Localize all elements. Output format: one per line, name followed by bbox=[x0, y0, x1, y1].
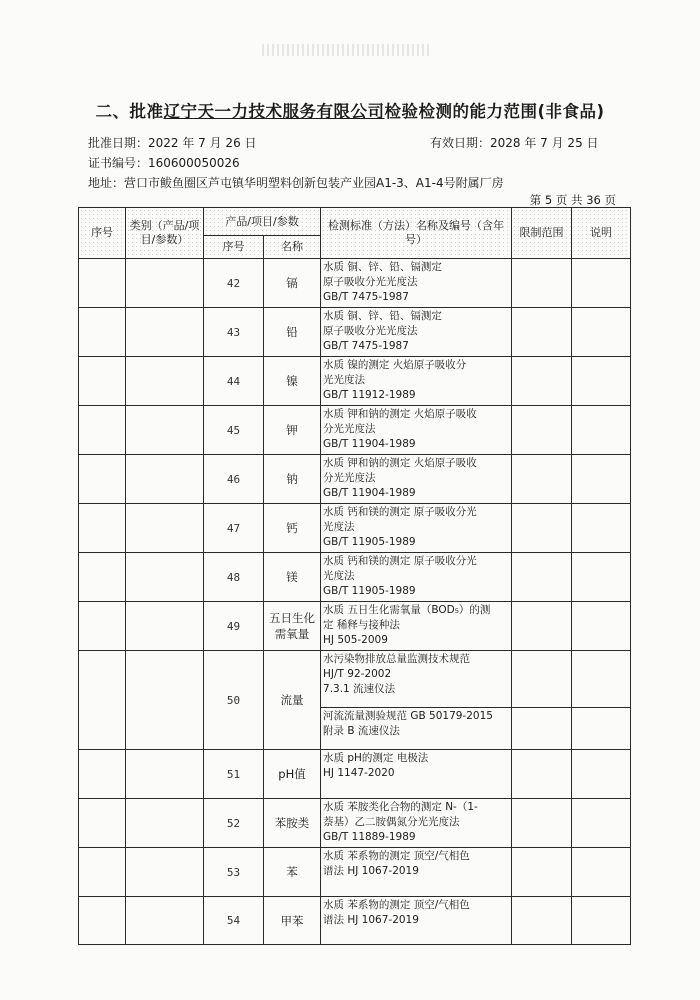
item-name-line: 苯 bbox=[286, 865, 298, 879]
address: 地址：营口市鲅鱼圈区芦屯镇华明塑料创新包装产业园A1-3、A1-4号附属厂房 bbox=[88, 176, 504, 190]
item-name bbox=[264, 504, 321, 553]
valid-date: 有效日期：2028 年 7 月 25 日 bbox=[430, 136, 599, 150]
seq-cell bbox=[79, 406, 126, 455]
note-cell bbox=[572, 848, 631, 897]
note-cell bbox=[572, 708, 631, 750]
standard-line: 光光度法 bbox=[323, 374, 366, 386]
table-row bbox=[79, 357, 631, 406]
title-org: 辽宁天一力技术服务有限公司 bbox=[163, 102, 385, 121]
category-cell bbox=[126, 602, 204, 651]
header-category: 类别（产品/项目/参数） bbox=[126, 208, 204, 259]
limit-cell bbox=[512, 651, 572, 708]
limit-cell bbox=[512, 553, 572, 602]
limit-cell bbox=[512, 708, 572, 750]
table-row bbox=[79, 504, 631, 553]
seq-cell bbox=[79, 602, 126, 651]
item-no: 43 bbox=[204, 308, 264, 357]
standard-line: GB/T 11912-1989 bbox=[323, 389, 416, 401]
limit-cell bbox=[512, 799, 572, 848]
standard-line: 谱法 HJ 1067-2019 bbox=[323, 914, 419, 926]
item-name bbox=[264, 308, 321, 357]
cert-number: 证书编号：160600050026 bbox=[88, 156, 240, 170]
standard-line: 水质 钾和钠的测定 火焰原子吸收 bbox=[323, 457, 477, 469]
standard-line: GB/T 11904-1989 bbox=[323, 438, 416, 450]
standard-line: GB/T 11905-1989 bbox=[323, 536, 416, 548]
standard-line: 分光光度法 bbox=[323, 423, 376, 435]
note-cell bbox=[572, 455, 631, 504]
item-name bbox=[264, 750, 321, 799]
seq-cell bbox=[79, 553, 126, 602]
note-cell bbox=[572, 799, 631, 848]
standard-cell bbox=[321, 308, 512, 357]
item-name-line: 苯胺类 bbox=[274, 816, 310, 830]
standard-line: HJ 1147-2020 bbox=[323, 767, 395, 779]
header-sub-name: 名称 bbox=[264, 236, 321, 259]
item-name-line: 镉 bbox=[286, 276, 298, 290]
page-number: 第 5 页 共 36 页 bbox=[529, 193, 616, 207]
note-cell bbox=[572, 897, 631, 945]
item-no: 45 bbox=[204, 406, 264, 455]
category-cell bbox=[126, 308, 204, 357]
table-row bbox=[79, 651, 631, 708]
capability-table bbox=[78, 207, 631, 945]
note-cell bbox=[572, 553, 631, 602]
category-cell bbox=[126, 651, 204, 750]
page-title bbox=[0, 98, 700, 122]
note-cell bbox=[572, 308, 631, 357]
item-no: 52 bbox=[204, 799, 264, 848]
table-row bbox=[79, 259, 631, 308]
standard-cell bbox=[321, 602, 512, 651]
seq-cell bbox=[79, 357, 126, 406]
note-cell bbox=[572, 504, 631, 553]
limit-cell bbox=[512, 750, 572, 799]
standard-cell bbox=[321, 799, 512, 848]
item-name-line: 五日生化 bbox=[269, 611, 315, 625]
standard-cell bbox=[321, 357, 512, 406]
category-cell bbox=[126, 504, 204, 553]
limit-cell bbox=[512, 259, 572, 308]
standard-cell bbox=[321, 848, 512, 897]
seq-cell bbox=[79, 848, 126, 897]
note-cell bbox=[572, 750, 631, 799]
standard-line: 水质 苯系物的测定 顶空/气相色 bbox=[323, 899, 470, 911]
limit-cell bbox=[512, 308, 572, 357]
item-name bbox=[264, 602, 321, 651]
item-no: 42 bbox=[204, 259, 264, 308]
standard-line: 水质 钾和钠的测定 火焰原子吸收 bbox=[323, 408, 477, 420]
standard-line: 河流流量测验规范 GB 50179-2015 bbox=[323, 710, 493, 722]
header-note: 说明 bbox=[572, 208, 631, 259]
item-name-line: 镍 bbox=[286, 374, 298, 388]
standard-line: 水质 钙和镁的测定 原子吸收分光 bbox=[323, 555, 477, 567]
note-cell bbox=[572, 357, 631, 406]
standard-line: GB/T 7475-1987 bbox=[323, 291, 409, 303]
standard-line: 定 稀释与接种法 bbox=[323, 619, 400, 631]
item-name bbox=[264, 455, 321, 504]
table-row bbox=[79, 602, 631, 651]
standard-line: 水质 镍的测定 火焰原子吸收分 bbox=[323, 359, 467, 371]
standard-line: 水质 pH的测定 电极法 bbox=[323, 752, 429, 764]
item-name-line: 钠 bbox=[286, 472, 298, 486]
standard-line: 水质 苯系物的测定 顶空/气相色 bbox=[323, 850, 470, 862]
scan-speckle bbox=[262, 44, 432, 56]
standard-line: 光度法 bbox=[323, 521, 355, 533]
standard-cell bbox=[321, 406, 512, 455]
category-cell bbox=[126, 553, 204, 602]
standard-cell bbox=[321, 750, 512, 799]
table-row bbox=[79, 308, 631, 357]
standard-cell bbox=[321, 455, 512, 504]
approval-date: 批准日期：2022 年 7 月 26 日 bbox=[88, 136, 257, 150]
category-cell bbox=[126, 259, 204, 308]
header-seq: 序号 bbox=[79, 208, 126, 259]
limit-cell bbox=[512, 848, 572, 897]
standard-line: GB/T 11905-1989 bbox=[323, 585, 416, 597]
title-prefix: 二、批准 bbox=[95, 102, 164, 121]
standard-line: 水质 苯胺类化合物的测定 N-（1- bbox=[323, 801, 478, 813]
standard-line: 水质 五日生化需氧量（BOD₅）的测 bbox=[323, 604, 491, 616]
header-product: 产品/项目/参数 bbox=[204, 208, 321, 236]
standard-line: GB/T 11904-1989 bbox=[323, 487, 416, 499]
standard-cell bbox=[321, 504, 512, 553]
standard-line: 谱法 HJ 1067-2019 bbox=[323, 865, 419, 877]
item-name bbox=[264, 799, 321, 848]
standard-cell bbox=[321, 651, 512, 708]
item-no: 46 bbox=[204, 455, 264, 504]
item-name bbox=[264, 848, 321, 897]
standard-line: 萘基）乙二胺偶氮分光光度法 bbox=[323, 816, 460, 828]
standard-line: 原子吸收分光光度法 bbox=[323, 325, 418, 337]
title-suffix: 检验检测的能力范围(非食品) bbox=[384, 102, 605, 121]
category-cell bbox=[126, 897, 204, 945]
standard-line: 水质 铜、锌、铅、镉测定 bbox=[323, 261, 442, 273]
standard-line: 光度法 bbox=[323, 570, 355, 582]
item-name-line: 需氧量 bbox=[274, 627, 310, 641]
table-row bbox=[79, 750, 631, 799]
note-cell bbox=[572, 406, 631, 455]
category-cell bbox=[126, 357, 204, 406]
item-name bbox=[264, 357, 321, 406]
table-row bbox=[79, 406, 631, 455]
limit-cell bbox=[512, 357, 572, 406]
header-sub-no: 序号 bbox=[204, 236, 264, 259]
category-cell bbox=[126, 750, 204, 799]
limit-cell bbox=[512, 504, 572, 553]
seq-cell bbox=[79, 504, 126, 553]
item-name-line: 钙 bbox=[286, 521, 298, 535]
item-name bbox=[264, 406, 321, 455]
item-name: 流量 bbox=[264, 651, 321, 750]
standard-line: 7.3.1 流速仪法 bbox=[323, 683, 396, 695]
item-name-line: 铅 bbox=[286, 325, 298, 339]
table-row bbox=[79, 799, 631, 848]
table-row bbox=[79, 848, 631, 897]
standard-line: 附录 B 流速仪法 bbox=[323, 725, 400, 737]
standard-cell bbox=[321, 708, 512, 750]
standard-line: 水质 钙和镁的测定 原子吸收分光 bbox=[323, 506, 477, 518]
seq-cell bbox=[79, 651, 126, 750]
item-name-line: 钾 bbox=[286, 423, 298, 437]
seq-cell bbox=[79, 259, 126, 308]
seq-cell bbox=[79, 750, 126, 799]
note-cell bbox=[572, 602, 631, 651]
limit-cell bbox=[512, 897, 572, 945]
table-row bbox=[79, 553, 631, 602]
seq-cell bbox=[79, 799, 126, 848]
standard-cell bbox=[321, 553, 512, 602]
item-no: 44 bbox=[204, 357, 264, 406]
standard-line: 原子吸收分光光度法 bbox=[323, 276, 418, 288]
standard-cell bbox=[321, 897, 512, 945]
limit-cell bbox=[512, 602, 572, 651]
item-no: 53 bbox=[204, 848, 264, 897]
table-row bbox=[79, 897, 631, 945]
standard-line: HJ 505-2009 bbox=[323, 634, 388, 646]
standard-line: GB/T 11889-1989 bbox=[323, 831, 416, 843]
item-no: 48 bbox=[204, 553, 264, 602]
note-cell bbox=[572, 651, 631, 708]
limit-cell bbox=[512, 455, 572, 504]
standard-line: HJ/T 92-2002 bbox=[323, 668, 392, 680]
standard-line: 水质 铜、锌、铅、镉测定 bbox=[323, 310, 442, 322]
item-name bbox=[264, 897, 321, 945]
item-name bbox=[264, 553, 321, 602]
item-no: 51 bbox=[204, 750, 264, 799]
header-standard: 检测标准（方法）名称及编号（含年号） bbox=[321, 208, 512, 259]
standard-cell bbox=[321, 259, 512, 308]
standard-line: GB/T 7475-1987 bbox=[323, 340, 409, 352]
item-no: 54 bbox=[204, 897, 264, 945]
item-name bbox=[264, 259, 321, 308]
item-no: 49 bbox=[204, 602, 264, 651]
item-name-line: 甲苯 bbox=[280, 913, 304, 928]
category-cell bbox=[126, 455, 204, 504]
limit-cell bbox=[512, 406, 572, 455]
category-cell bbox=[126, 406, 204, 455]
table-row bbox=[79, 455, 631, 504]
header-limit: 限制范围 bbox=[512, 208, 572, 259]
item-name-line: pH值 bbox=[278, 767, 306, 781]
item-no: 47 bbox=[204, 504, 264, 553]
note-cell bbox=[572, 259, 631, 308]
seq-cell bbox=[79, 897, 126, 945]
item-name-line: 镁 bbox=[286, 570, 298, 584]
seq-cell bbox=[79, 308, 126, 357]
standard-line: 分光光度法 bbox=[323, 472, 376, 484]
category-cell bbox=[126, 848, 204, 897]
category-cell bbox=[126, 799, 204, 848]
standard-line: 水污染物排放总量监测技术规范 bbox=[323, 653, 471, 665]
seq-cell bbox=[79, 455, 126, 504]
item-no: 50 bbox=[204, 651, 264, 750]
